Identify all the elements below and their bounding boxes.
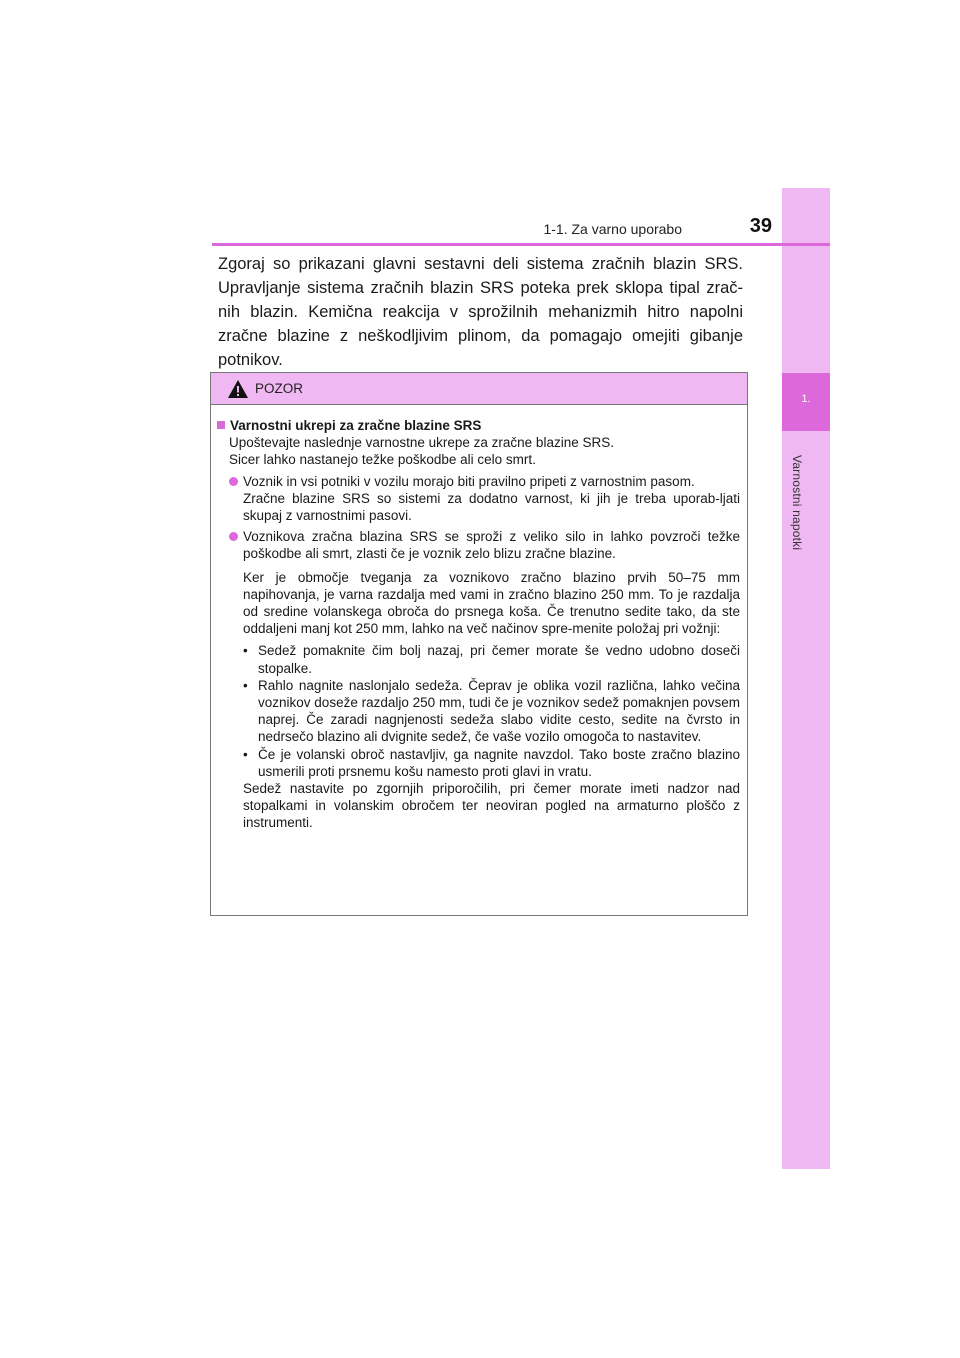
side-tab: [782, 188, 830, 1169]
bullet-text: Rahlo nagnite naslonjalo sedeža. Čeprav je oblika vozil različna, lahko večina voznikov doseže razdaljo 250 mm, tudi če je voznikov sedež pomaknjen povsem naprej. Če zaradi nagnjenosti sedeža slabo vidite cesto, sedite na čvrsto in nedrsečo blazino ali dvignite sedež, če vaše vozilo omogoča to nastavitev.: [258, 677, 740, 745]
list-item: [217, 473, 740, 525]
square-bullet-icon: [217, 421, 225, 429]
header-section-title: 1-1. Za varno uporabo: [543, 221, 682, 237]
chapter-number: 1.: [801, 393, 811, 405]
list-item: [217, 528, 740, 562]
lead-line-2: Sicer lahko nastanejo težke poškodbe ali celo smrt.: [229, 452, 536, 468]
caution-body: [211, 405, 747, 832]
chapter-title: Varnostni napotki: [790, 455, 804, 551]
list-item: [243, 642, 740, 676]
item2-text: Voznikova zračna blazina SRS se sproži z veliko silo in lahko povzroči težke poškodbe ali smrt, zlasti če je voznik zelo blizu zračne blazine.: [243, 529, 740, 562]
bullet-marker: •: [243, 677, 248, 693]
bullet-list: [217, 642, 740, 780]
caution-section-title: Varnostni ukrepi za zračne blazine SRS: [230, 418, 482, 433]
closing-paragraph: Sedež nastavite po zgornjih priporočilih, pri čemer morate imeti nadzor nad stopalkami in volanskim obročem ter neoviran pogled na armaturno ploščo z instrumenti.: [243, 781, 740, 831]
list-item: [243, 677, 740, 746]
caution-box: [210, 372, 748, 916]
caution-header: [211, 373, 747, 405]
item1-line1: Voznik in vsi potniki v vozilu morajo biti pravilno pripeti z varnostnim pasom.: [243, 473, 695, 489]
bullet-text: Sedež pomaknite čim bolj nazaj, pri čemer morate še vedno udobno doseči stopalke.: [258, 643, 740, 676]
warning-triangle-icon: [227, 379, 249, 399]
list-item: [243, 746, 740, 780]
intro-paragraph: Zgoraj so prikazani glavni sestavni deli sistema zračnih blazin SRS. Upravljanje sistema zračnih blazin SRS poteka prek sklopa tipal zrač-nih blazin. Kemična reakcija v sprožilnih mehanizmih hitro napolni zračne blazine z neškodljivim plinom, da pomagajo omejiti gibanje potnikov.: [218, 255, 743, 369]
distance-paragraph: Ker je območje tveganja za voznikovo zračno blazino prvih 50–75 mm napihovanja, je varna razdalja med vami in zračno blazino 250 mm. To je razdalja od sredine volanskega obroča do prsnega koša. Če trenutno sedite tako, da ste oddaljeni manj kot 250 mm, lahko na več načinov spre-menite položaj pri vožnji:: [243, 569, 740, 637]
header-rule: [212, 243, 830, 246]
circle-bullet-icon: [229, 477, 238, 486]
caution-title: POZOR: [255, 381, 304, 396]
lead-line-1: Upoštevajte naslednje varnostne ukrepe za zračne blazine SRS.: [229, 435, 614, 451]
bullet-marker: •: [243, 643, 248, 659]
bullet-text: Če je volanski obroč nastavljiv, ga nagnite navzdol. Tako boste zračno blazino usmerili proti prsnemu košu namesto proti glavi in vratu.: [258, 746, 740, 779]
caution-section-heading: [217, 417, 740, 434]
circle-bullet-icon: [229, 532, 238, 541]
page-number: 39: [749, 215, 772, 237]
bullet-marker: •: [243, 746, 248, 762]
item1-line2: Zračne blazine SRS so sistemi za dodatno varnost, ki jih je treba uporab-ljati skupaj z varnostnimi pasovi.: [243, 490, 740, 524]
